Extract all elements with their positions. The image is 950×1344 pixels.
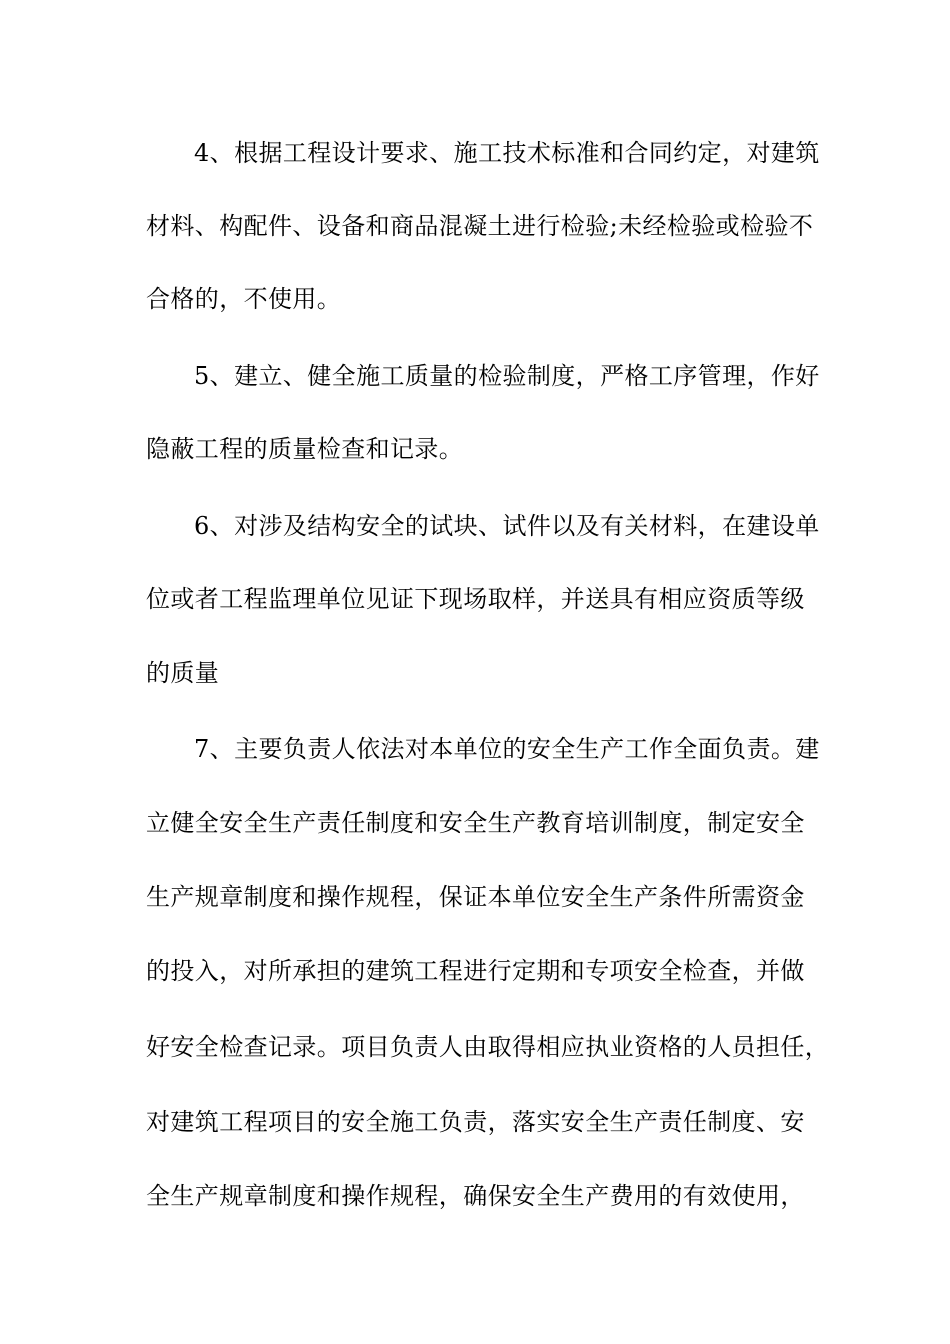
paragraph-7-line-2: 立健全安全生产责任制度和安全生产教育培训制度，制定安全 <box>146 809 805 837</box>
paragraph-4-line-1: 4、根据工程设计要求、施工技术标准和合同约定，对建筑 <box>194 139 820 167</box>
paragraph-4-line-2: 材料、构配件、设备和商品混凝土进行检验;未经检验或检验不 <box>146 212 814 240</box>
paragraph-5-line-2: 隐蔽工程的质量检查和记录。 <box>146 435 464 463</box>
paragraph-7-line-4: 的投入，对所承担的建筑工程进行定期和专项安全检查，并做 <box>146 957 805 985</box>
paragraph-7-line-1: 7、主要负责人依法对本单位的安全生产工作全面负责。建 <box>194 735 820 763</box>
paragraph-7-line-6: 对建筑工程项目的安全施工负责，落实安全生产责任制度、安 <box>146 1108 805 1136</box>
paragraph-7-line-7: 全生产规章制度和操作规程，确保安全生产费用的有效使用， <box>146 1182 805 1210</box>
paragraph-6-line-2: 位或者工程监理单位见证下现场取样，并送具有相应资质等级 <box>146 585 805 613</box>
paragraph-6-line-1: 6、对涉及结构安全的试块、试件以及有关材料，在建设单 <box>194 512 820 540</box>
paragraph-4-line-3: 合格的，不使用。 <box>146 285 342 313</box>
paragraph-7-line-3: 生产规章制度和操作规程，保证本单位安全生产条件所需资金 <box>146 883 805 911</box>
paragraph-7-line-5: 好安全检查记录。项目负责人由取得相应执业资格的人员担任， <box>146 1033 830 1061</box>
paragraph-6-line-3: 的质量 <box>146 659 220 687</box>
paragraph-5-line-1: 5、建立、健全施工质量的检验制度，严格工序管理，作好 <box>194 362 820 390</box>
